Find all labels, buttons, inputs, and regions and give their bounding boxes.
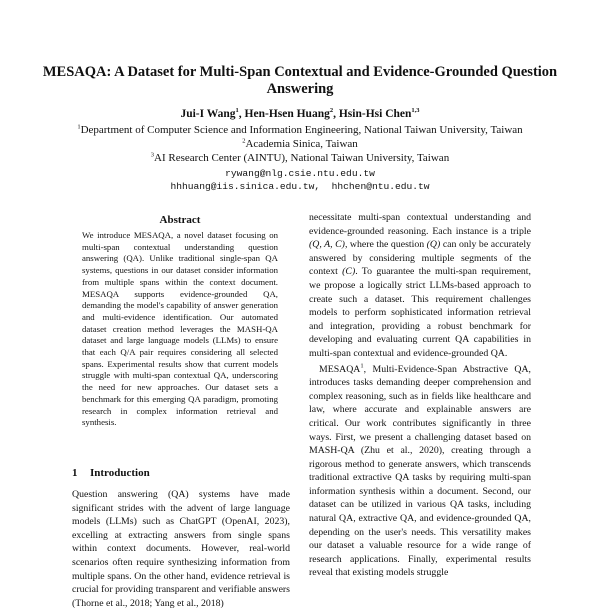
affiliation-sup: 2	[242, 137, 246, 145]
text-run: , Multi-Evidence-Span Abstractive QA, introduces tasks demanding deeper comprehension and complex reasoning, such as in fields like healthcare and law, where accurate and explainable answers are critical. Our work contributes significantly in three ways. First, we present a challenging dataset based on MASH-QA (Zhu et al., 2020), creating through a rigorous method to generate answers, which transcends traditional extractive QA tasks by requiring multi-span information synthesis within a document. Second, our dataset can be utilized in various QA tasks, including natural QA, extractive QA, and evidence-grounded QA, depending on the user's needs. This versatility makes our dataset a valuable resource for a wide range of research applications. Finally, experimental results reveal that existing models struggle	[309, 363, 531, 579]
section-title: Introduction	[90, 467, 150, 479]
text-run: , where the question	[344, 239, 427, 251]
affiliation-sup: 1	[77, 123, 81, 131]
right-column	[309, 211, 531, 580]
text-run: . To guarantee the multi-span requirement, we propose a logically strict LLMs-based approach to create such a dataset. This requirement challenges models to perform sophisticated information retrieval and integration, providing a robust benchmark for developing and evaluating current QA capabilities in multi-span contextual and evidence-grounded QA.	[309, 266, 531, 359]
author-name: Jui-I Wang	[180, 108, 236, 120]
author-name: Hsin-Hsi Chen	[338, 108, 412, 120]
abstract-text: We introduce MESAQA, a novel dataset focusing on multi-span contextual understanding question answering (QA). Unlike traditional single-span QA systems, questions in our dataset consider information from multiple spans within the context document. MESAQA supports evidence-grounded QA, demanding the model's capability of answer generation and multi-evidence identification. Our automated dataset creation method leverages the MASH-QA dataset and large language models (LLMs) to ensure that each Q/A pair requires considering all selected spans. Experimental results show that current models struggle with multi-span contextual QA, underscoring the need for new approaches. Our dataset sets a benchmark for this emerging QA paradigm, promoting research in complex information retrieval and synthesis.	[82, 230, 278, 428]
affiliation-text: Academia Sinica, Taiwan	[245, 138, 358, 150]
text-run: can only be accurately answered by considering multiple segments of the context	[309, 239, 531, 278]
author-sup: 2	[329, 107, 334, 115]
author-list: Jui-I Wang$^1$, Hen-Hsen Huang$^2$, Hsin-Hsi Chen$^{1,3}$	[180, 107, 420, 120]
paragraph	[309, 211, 531, 361]
author-sup: 1	[235, 107, 239, 115]
affiliation-line	[20, 138, 580, 150]
author-sup: 1,3	[411, 107, 420, 115]
affiliation-line	[20, 124, 580, 136]
email-line[interactable]: rywang@nlg.csie.ntu.edu.tw	[225, 168, 375, 179]
email-line[interactable]: hhhuang@iis.sinica.edu.tw, hhchen@ntu.edu.tw	[170, 181, 430, 192]
affiliation-sup: 3	[150, 151, 155, 159]
dataset-name: MESAQA	[319, 363, 361, 375]
paper-title: MESAQA: A Dataset for Multi-Span Contextual and Evidence-Grounded Question Answering	[42, 64, 558, 97]
affiliation-text: Department of Computer Science and Information Engineering, National Taiwan University, Taiwan	[80, 124, 523, 136]
affiliation-line	[20, 152, 580, 164]
abstract-heading: Abstract	[159, 214, 201, 226]
paragraph	[309, 363, 531, 581]
footnote-marker[interactable]: 1	[360, 362, 364, 370]
section-number: 1	[72, 467, 78, 479]
math-triple: (Q, A, C)	[309, 239, 345, 251]
section-heading	[72, 467, 150, 479]
affiliation-text: AI Research Center (AINTU), National Taiwan University, Taiwan	[154, 152, 450, 164]
math-context: (C)	[342, 266, 356, 278]
author-name: Hen-Hsen Huang	[244, 108, 330, 120]
math-question: (Q)	[426, 239, 441, 251]
introduction-text: Question answering (QA) systems have made significant strides with the advent of large language models (LLMs) such as ChatGPT (OpenAI, 2023), excelling at extracting answers from single spans within context documents. However, real-world scenarios often require synthesizing information from multiple spans. On the other hand, evidence retrieval is crucial for providing transparent and verifiable answers (Thorne et al., 2018; Yang et al., 2018)	[72, 489, 290, 609]
text-run: necessitate multi-span contextual understanding and evidence-grounded reasoning. Each instance is a triple	[309, 212, 531, 237]
